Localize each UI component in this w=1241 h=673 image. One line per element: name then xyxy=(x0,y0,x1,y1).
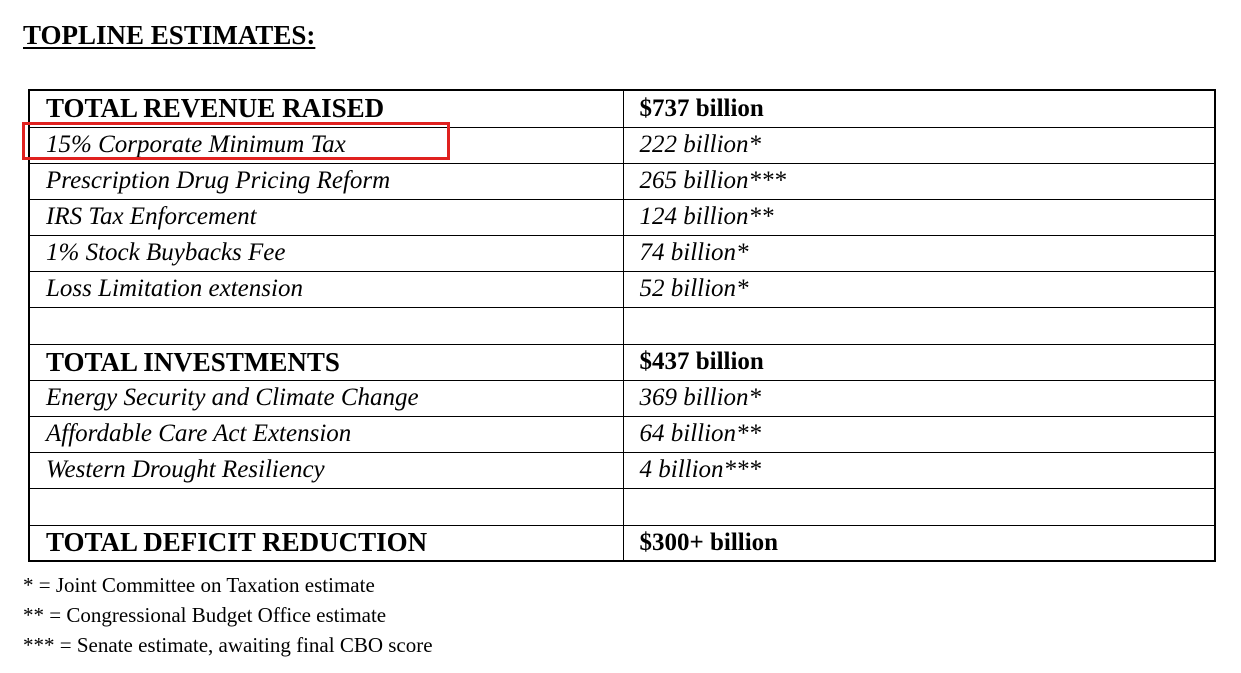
row-label: TOTAL REVENUE RAISED xyxy=(29,90,623,127)
page-title: TOPLINE ESTIMATES: xyxy=(23,20,316,50)
table-row-blank xyxy=(29,307,1215,344)
row-value: 124 billion** xyxy=(623,199,1215,235)
table-row-total-deficit-reduction xyxy=(29,525,1215,561)
row-label: Loss Limitation extension xyxy=(29,271,623,307)
footnotes xyxy=(23,570,433,660)
table-row xyxy=(29,380,1215,416)
table-row-total-revenue xyxy=(29,90,1215,127)
row-value: 369 billion* xyxy=(623,380,1215,416)
row-label: 15% Corporate Minimum Tax xyxy=(29,127,623,163)
table-row xyxy=(29,416,1215,452)
row-value: 52 billion* xyxy=(623,271,1215,307)
blank-cell xyxy=(623,488,1215,525)
blank-cell xyxy=(623,307,1215,344)
estimates-table xyxy=(28,89,1216,562)
blank-cell xyxy=(29,307,623,344)
row-label: 1% Stock Buybacks Fee xyxy=(29,235,623,271)
table-row xyxy=(29,235,1215,271)
footnote-jct: * = Joint Committee on Taxation estimate xyxy=(23,573,375,597)
row-value: $737 billion xyxy=(623,90,1215,127)
footnote-cbo: ** = Congressional Budget Office estimate xyxy=(23,603,387,627)
row-label: Western Drought Resiliency xyxy=(29,452,623,488)
row-label: TOTAL INVESTMENTS xyxy=(29,344,623,380)
table-row xyxy=(29,127,1215,163)
blank-cell xyxy=(29,488,623,525)
row-value: 265 billion*** xyxy=(623,163,1215,199)
table-row xyxy=(29,199,1215,235)
table-row-blank xyxy=(29,488,1215,525)
table-row xyxy=(29,452,1215,488)
row-label: IRS Tax Enforcement xyxy=(29,199,623,235)
row-value: 222 billion* xyxy=(623,127,1215,163)
footnote-senate: *** = Senate estimate, awaiting final CBO score xyxy=(23,633,433,657)
row-label: Prescription Drug Pricing Reform xyxy=(29,163,623,199)
table-row-total-investments xyxy=(29,344,1215,380)
table-row xyxy=(29,163,1215,199)
row-value: $300+ billion xyxy=(623,525,1215,561)
row-value: 4 billion*** xyxy=(623,452,1215,488)
row-value: $437 billion xyxy=(623,344,1215,380)
row-value: 74 billion* xyxy=(623,235,1215,271)
row-label: TOTAL DEFICIT REDUCTION xyxy=(29,525,623,561)
row-label: Energy Security and Climate Change xyxy=(29,380,623,416)
row-label: Affordable Care Act Extension xyxy=(29,416,623,452)
table-row xyxy=(29,271,1215,307)
row-value: 64 billion** xyxy=(623,416,1215,452)
